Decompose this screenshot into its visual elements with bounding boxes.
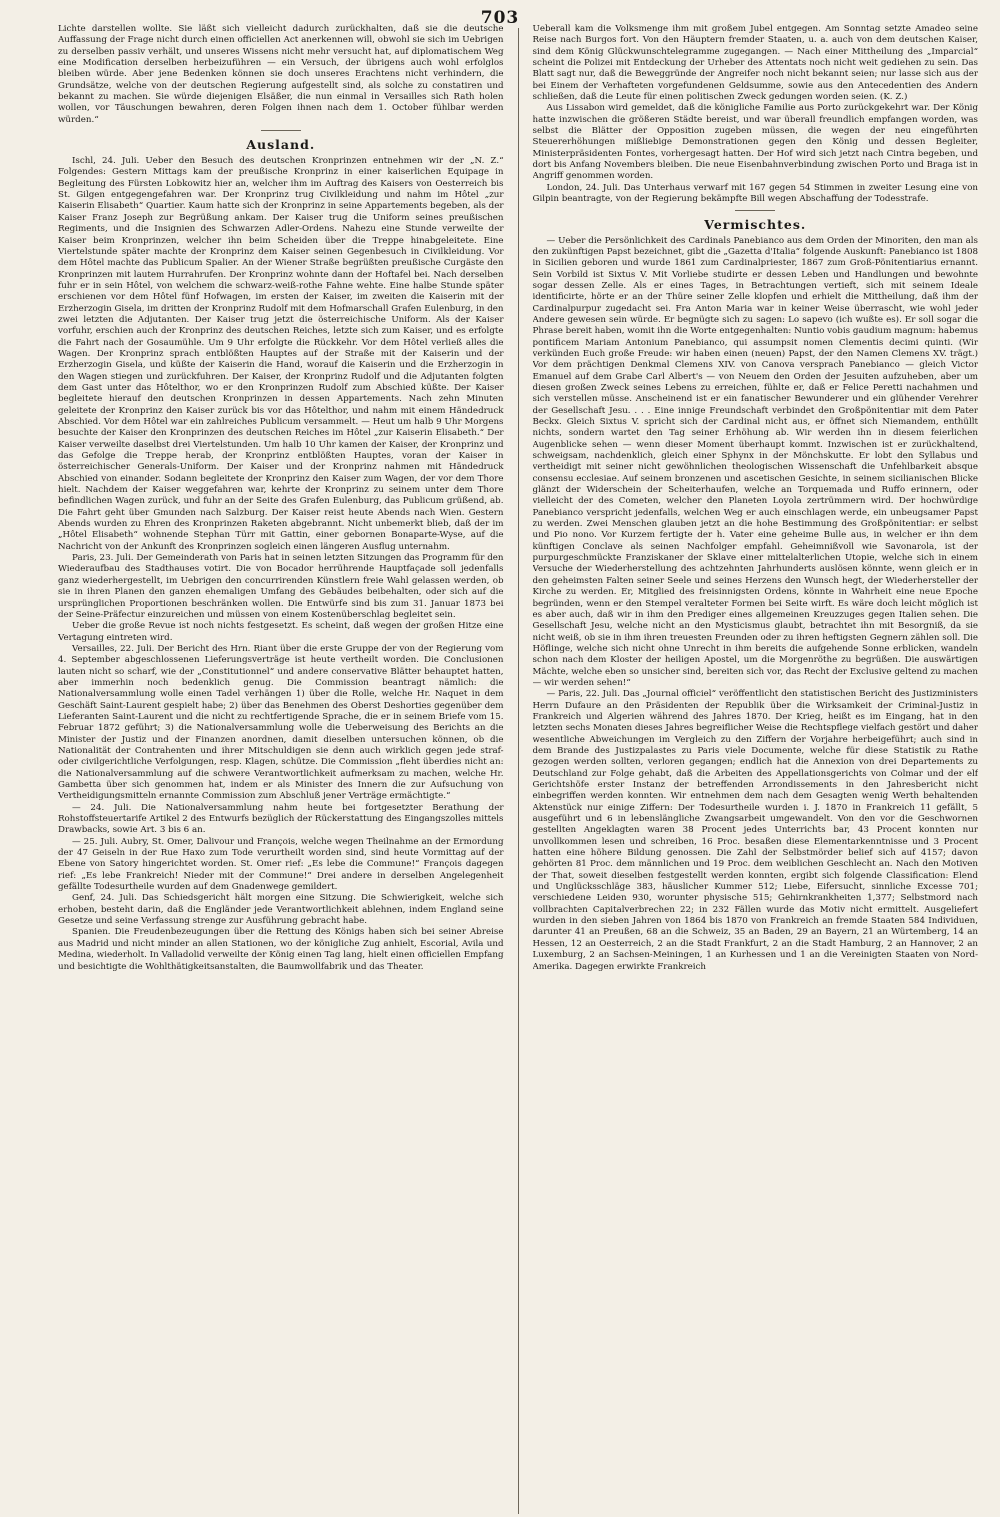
article-paragraph: London, 24. Juli. Das Unterhaus verwarf mit 167 gegen 54 Stimmen in zweiter Lesung eine von Gilpin beantragte, von der Regierung bekämpfte Bill wegen Abschaffung der Todesstrafe. (532, 182, 979, 205)
text-columns (58, 24, 978, 1514)
column-divider (518, 28, 519, 1514)
article-paragraph: — 24. Juli. Die Nationalversammlung nahm heute bei fortgesetzter Berathung der Rohstoffsteuertarife Artikel 2 des Entwurfs bezüglich der Rückerstattung des Eingangszolles mittels Drawbacks, sowie Art. 3 bis 6 an. (58, 802, 504, 836)
article-paragraph: Lichte darstellen wollte. Sie läßt sich vielleicht dadurch zurückhalten, daß sie die deutsche Auffassung der Frage nicht durch einen officiellen Act anerkennen will, obwohl sie sich im Uebrigen zu derselben passiv verhält, und unseres Wissens nicht mehr versucht hat, auf diplomatischem Weg eine Modification derselben herbeizuführen — ein Versuch, der übrigens auch wohl erfolglos bleiben würde. Aber jene Bedenken können sie doch unseres Erachtens nicht verhindern, die Grundsätze, welche von der deutschen Regierung aufgestellt sind, als solche zu constatiren und bekannt zu machen. Sie würde diejenigen Elsäßer, die nun einmal in Versailles sich Rath holen wollen, vor Täuschungen bewahren, deren Folgen ihnen nach dem 1. October fühlbar werden würden.“ (58, 24, 504, 125)
article-paragraph: Ueberall kam die Volksmenge ihm mit großem Jubel entgegen. Am Sonntag setzte Amadeo seine Reise nach Burgos fort. Von den Häuptern fremder Staaten, u. a. auch von dem deutschen Kaiser, sind dem König Glückwunschtelegramme zugegangen. — Nach einer Mittheilung des „Imparcial“ scheint die Polizei mit Entdeckung der Urheber des Attentats noch nicht weit gediehen zu sein. Das Blatt sagt nur, daß die Beweggründe der Angreifer noch nicht bekannt seien; nur lasse sich aus der bei Einem der Verhafteten vorgefundenen Geldsumme, sowie aus den Antecedentien des Andern schließen, daß die Leute für einen politischen Zweck gedungen worden seien. (K. Z.) (532, 24, 979, 103)
article-paragraph: Ischl, 24. Juli. Ueber den Besuch des deutschen Kronprinzen entnehmen wir der „N. Z.“ Folgendes: Gestern Mittags kam der preußische Kronprinz in einer kaiserlichen Equipage in Begleitung des Fürsten Lobkowitz hier an, welcher ihm im Auftrag des Kaisers von Oesterreich bis St. Gilgen entgegengefahren war. Der Kronprinz trug Civilkleidung und nahm im Hôtel „zur Kaiserin Elisabeth“ Quartier. Kaum hatte sich der Kronprinz in seine Appartements begeben, als der Kaiser Franz Joseph zur Begrüßung ankam. Der Kaiser trug die Uniform seines preußischen Regiments, und die Insignien des Schwarzen Adler-Ordens. Nahezu eine Stunde verweilte der Kaiser beim Kronprinzen, welcher ihn beim Scheiden über die Treppe hinabgeleitete. Eine Viertelstunde später machte der Kronprinz dem Kaiser seinen Gegenbesuch in Civilkleidung. Vor dem Hôtel machte das Publicum Spalier. An der Wiener Straße begrüßten preußische Curgäste den Kronprinzen mit lautem Hurrahrufen. Der Kronprinz wohnte dann der Hoftafel bei. Nach derselben fuhr er in sein Hôtel, von welchem die schwarz-weiß-rothe Fahne wehte. Eine halbe Stunde später erschienen vor dem Hôtel fünf Hofwagen, im ersten der Kaiser, im zweiten die Kaiserin mit der Erzherzogin Gisela, im dritten der Kronprinz Rudolf mit dem Hofmarschall Grafen Eulenburg, in den zwei letzten die Adjutanten. Der Kaiser trug jetzt die österreichische Uniform. Als der Kaiser vorfuhr, erschien auch der Kronprinz des deutschen Reiches, letzte sich zum Kaiser, und es erfolgte die Fahrt nach der Gosaumühle. Um 9 Uhr erfolgte die Rückkehr. Vor dem Hôtel verließ alles die Wagen. Der Kronprinz sprach entblößten Hauptes auf der Straße mit der Kaiserin und der Erzherzogin Gisela, und küßte der Kaiserin die Hand, worauf die Kaiserin und die Erzherzogin in den Wagen stiegen und zurückfuhren. Der Kaiser, der Kronprinz Rudolf und die Adjutanten folgten dem Gast unter das Hôtelthor, wo er den Kronprinzen Rudolf zum Abschied küßte. Der Kaiser begleitete hierauf den deutschen Kronprinzen in dessen Appartements. Nach zehn Minuten geleitete der Kronprinz den Kaiser zurück bis vor das Hôtelthor, und nahm mit einem Händedruck Abschied. Vor dem Hôtel war ein zahlreiches Publicum versammelt. — Heut um halb 9 Uhr Morgens besuchte der Kaiser den Kronprinzen des deutschen Reiches im Hôtel „zur Kaiserin Elisabeth.“ Der Kaiser verweilte daselbst drei Viertelstunden. Um halb 10 Uhr kamen der Kaiser, der Kronprinz und das Gefolge die Treppe herab, der Kronprinz entblößten Hauptes, voran der Kaiser in österreichischer Generals-Uniform. Der Kaiser und der Kronprinz nahmen mit Händedruck Abschied von einander. Sodann begleitete der Kronprinz den Kaiser zum Wagen, der vor dem Thore hielt. Nachdem der Kaiser weggefahren war, kehrte der Kronprinz zu seinem unter dem Thore befindlichen Wagen zurück, und fuhr an der Seite des Grafen Eulenburg, das Publicum grüßend, ab. Die Fahrt geht über Gmunden nach Salzburg. Der Kaiser reist heute Abends nach Wien. Gestern Abends wurden zu Ehren des Kronprinzen Raketen abgebrannt. Nicht unbemerkt blieb, daß der im „Hôtel Elisabeth“ wohnende Stephan Türr mit Gattin, einer gebornen Bonaparte-Wyse, auf die Nachricht von der Ankunft des Kronprinzen sogleich einen längeren Ausflug unternahm. (58, 156, 504, 552)
section-heading: Vermischtes. (704, 216, 807, 232)
heading-rule (261, 130, 301, 131)
page-number: 703 (480, 8, 520, 28)
article-paragraph: — 25. Juli. Aubry, St. Omer, Dalivour und François, welche wegen Theilnahme an der Ermordung der 47 Geiseln in der Rue Haxo zum Tode verurtheilt worden sind, sind heute Vormittag auf der Ebene von Satory hingerichtet worden. St. Omer rief: „Es lebe die Commune!“ François dagegen rief: „Es lebe Frankreich! Nieder mit der Commune!“ Drei andere in derselben Angelegenheit gefällte Todesurtheile wurden auf dem Gnadenwege gemildert. (58, 836, 504, 893)
article-paragraph: Genf, 24. Juli. Das Schiedsgericht hält morgen eine Sitzung. Die Schwierigkeit, welche sich erhoben, besteht darin, daß die Engländer jede Verantwortlichkeit ablehnen, indem England seine Gesetze und seine Verfassung strenge zur Ausführung gebracht habe. (58, 893, 504, 927)
article-paragraph: Aus Lissabon wird gemeldet, daß die königliche Familie aus Porto zurückgekehrt war. Der König hatte inzwischen die größeren Städte bereist, und war überall freundlich empfangen worden, was selbst die Blätter der Opposition zugeben müssen, die wegen der neu eingeführten Steuererhöhungen mißliebige Demonstrationen gegen den König und dessen Begleiter, Ministerpräsidenten Fontes, vorhergesagt hatten. Der Hof wird sich jetzt nach Cintra begeben, und dort bis Anfang Novembers bleiben. Die neue Eisenbahnverbindung zwischen Porto und Braga ist in Angriff genommen worden. (532, 103, 979, 182)
heading-rule (735, 210, 775, 211)
article-paragraph: Versailles, 22. Juli. Der Bericht des Hrn. Riant über die erste Gruppe der von der Regierung vom 4. September abgeschlossenen Lieferungsverträge ist heute vertheilt worden. Die Conclusionen lauten nicht so scharf, wie der „Constitutionnel“ und andere conservative Blätter behauptet hatten, aber immerhin noch bedenklich genug. Die Commission beantragt nämlich: die Nationalversammlung wolle einen Tadel verhängen 1) über die Rolle, welche Hr. Naquet in dem Geschäft Saint-Laurent gespielt habe; 2) über das Benehmen des Oberst Deshorties gegenüber dem Lieferanten Saint-Laurent und die nicht zu rechtfertigende Sprache, die er in seinem Briefe vom 15. Februar 1872 geführt; 3) die Nationalversammlung wolle die Ueberweisung des Berichts an die Minister der Justiz und der Finanzen anordnen, damit dieselben untersuchen können, ob die Nationalität der Contrahenten und ihrer Mitschuldigen sie denn auch wirklich gegen jede straf- oder civilgerichtliche Verfolgungen, resp. Klagen, schütze. Die Commission „fleht überdies nicht an: die Nationalversammlung auf die schwere Verantwortlichkeit aufmerksam zu machen, welche Hr. Gambetta über sich genommen hat, indem er als Minister des Innern die zur Aufsuchung von Vertheidigungsmitteln ernannte Commission zum Abschluß jener Verträge ermächtigte.“ (58, 643, 504, 802)
article-paragraph: — Ueber die Persönlichkeit des Cardinals Panebianco aus dem Orden der Minoriten, den man als den zukünftigen Papst bezeichnet, gibt die „Gazetta d'Italia“ folgende Auskunft: Panebianco ist 1808 in Sicilien geboren und wurde 1861 zum Cardinalpriester, 1867 zum Groß-Pönitentiarius ernannt. Sein Vorbild ist Sixtus V. Mit Vorliebe studirte er dessen Leben und Handlungen und bewohnte sogar dessen Zelle. Als er eines Tages, in Betrachtungen vertieft, sich mit seinem Ideale identificirte, hörte er an der Thüre seiner Zelle klopfen und erhielt die Mittheilung, daß ihm der Cardinalpurpur zugedacht sei. Fra Anton Maria war in keiner Weise überrascht, wie wohl jeder Andere gewesen sein würde. Er begnügte sich zu sagen: Lo sapevo (ich wußte es). Er soll sogar die Phrase bereit haben, womit ihn die Worte entgegenhalten: Nuntio vobis gaudium magnum: habemus pontificem Mariam Antonium Panebianco, qui assumpsit nomen Clementis decimi quinti. (Wir verkünden Euch große Freude: wir haben einen (neuen) Papst, der den Namen Clemens XV. trägt.) Vor dem prächtigen Denkmal Clemens XIV. von Canova versprach Panebianco — gleich Victor Emanuel auf dem Grabe Carl Albert's — von Neuem den Orden der Jesuiten aufzuheben, aber um diesen großen Zweck seines Lebens zu erreichen, fühlte er, daß er Felice Peretti nachahmen und sich verstellen müsse. Anscheinend ist er ein fanatischer Bewunderer und ein glühender Verehrer der Gesellschaft Jesu. . . . Eine innige Freundschaft verbindet den Großpönitentiar mit dem Pater Beckx. Gleich Sixtus V. spricht sich der Cardinal nicht aus, er öffnet sich Niemandem, enthüllt nichts, sondern wartet den Tag seiner Erhöhung ab. Wir werden ihn in diesem feierlichen Augenblicke sehen — wenn dieser Moment überhaupt kommt. Inzwischen ist er zurückhaltend, schweigsam, nachdenklich, gleich einer Sphynx in der Mönchskutte. Er lobt den Syllabus und vertheidigt mit seiner nicht gewöhnlichen theologischen Wissenschaft die Unfehlbarkeit absque consensu ecclesiae. Auf seinem bronzenen und ascetischen Gesichte, in seinem sicilianischen Blicke glänzt der Widerschein der Scheiterhaufen, welche an Torquemada und Ruffo erinnern, oder vielleicht der des Cometen, welcher den Planeten Loyola zertrümmern wird. Der hochwürdige Panebianco verspricht jedenfalls, welchen Weg er auch einschlagen werde, ein unbeugsamer Papst zu werden. Zwei Menschen glauben jetzt an die hohe Bestimmung des Großpönitentiar: er selbst und Pio nono. Vor Kurzem fertigte der h. Vater eine geheime Bulle aus, in welcher er ihn dem künftigen Conclave als seinen Nachfolger empfahl. Geheimnißvoll wie Savonarola, ist der purpurgeschmückte Franziskaner der Sklave einer mittelalterlichen Utopie, welche sich in einem Versuche der Wiederherstellung des achtzehnten Jahrhunderts auslösen könnte, wenn gleich er in den geheimsten Falten seiner Seele und seines Herzens den Wunsch hegt, der Wiederhersteller der Kirche zu werden. Er, Mitglied des freisinnigsten Ordens, könnte in Wahrheit eine neue Epoche begründen, wenn er den Stempel veralteter Formen bei Seite wirft. Es wäre doch leicht möglich ist es aber auch, daß wir in ihm den Prediger eines allgemeinen Kreuzzuges gegen Italien sehen. Die Gesellschaft Jesu, welche nicht an den Mysticismus glaubt, betrachtet ihn mit Besorgniß, da sie nicht weiß, ob sie in ihm ihren treuesten Freunden oder zu ihren heftigsten Gegnern zählen soll. Die Höflinge, welche sich nicht ohne Unrecht in ihm bereits die aufgehende Sonne erblicken, wandeln schon nach dem Kloster der heiligen Apostel, um die Morgenröthe zu begrüßen. Die auswärtigen Mächte, welche eben so unsicher sind, bereiten sich vor, das Recht der Exclusive geltend zu machen — wir werden sehen!“ (532, 235, 979, 688)
section-heading: Ausland. (246, 137, 316, 153)
right-column (533, 24, 979, 1514)
article-paragraph: Ueber die große Revue ist noch nichts festgesetzt. Es scheint, daß wegen der großen Hitze eine Vertagung eintreten wird. (58, 621, 504, 643)
left-column (58, 24, 504, 1514)
article-paragraph: — Paris, 22. Juli. Das „Journal officiel“ veröffentlicht den statistischen Bericht des Justizministers Herrn Dufaure an den Präsidenten der Republik über die Wirksamkeit der Criminal-Justiz in Frankreich und Algerien während des Jahres 1870. Der Krieg, heißt es im Eingang, hat in den letzten sechs Monaten dieses Jahres begreiflicher Weise die Rechtspflege vielfach gestört und daher wesentliche Abweichungen im Vergleich zu den Ziffern der Vorjahre herbeigeführt; auch sind in dem Brande des Justizpalastes zu Paris viele Documente, welche für diese Statistik zu Rathe gezogen werden sollten, verloren gegangen; endlich hat die Annexion von drei Departements zu Deutschland zur Folge gehabt, daß die Arbeiten des Appellationsgerichts von Colmar und der elf Gerichtshöfe erster Instanz der betreffenden Arrondissements in den Jahresbericht nicht einbegriffen werden konnten. Wir entnehmen dem nach dem Gesagten wenig Werth behaltenden Aktenstück nur einige Ziffern: Der Todesurtheile wurden i. J. 1870 in Frankreich 11 gefällt, 5 ausgeführt und 6 in lebenslängliche Zwangsarbeit umgewandelt. Von den vor die Geschwornen gestellten Angeklagten waren 38 Procent jedes Unterrichts bar, 43 Procent konnten nur unvollkommen lesen und schreiben, 16 Proc. besaßen diese Elementarkenntnisse und 3 Procent hatten eine höhere Bildung genossen. Die Zahl der Selbstmörder belief sich auf 4157; davon gehörten 81 Proc. dem männlichen und 19 Proc. dem weiblichen Geschlecht an. Nach den Motiven der That, soweit dieselben festgestellt werden konnten, ergibt sich folgende Classification: Elend und Unglücksschläge 383, häuslicher Kummer 512; Liebe, Eifersucht, sinnliche Excesse 701; verschiedene Leiden 930, worunter physische 515; Gehirnkrankheiten 1,377; Selbstmord nach vollbrachten Capitalverbrechen 22; in 232 Fällen wurde das Motiv nicht ermittelt. Ausgeliefert wurden in den sieben Jahren von 1864 bis 1870 von Frankreich an fremde Staaten 584 Individuen, darunter 41 an Preußen, 68 an die Schweiz, 35 an Baden, 29 an Bayern, 21 an Würtemberg, 14 an Hessen, 12 an Oesterreich, 2 an die Stadt Frankfurt, 2 an die Stadt Hamburg, 2 an Hannover, 2 an Luxemburg, 2 an Sachsen-Meiningen, 1 an Kurhessen und 1 an die Vereinigten Staaten von Nord-Amerika. Dagegen erwirkte Frankreich (532, 689, 979, 972)
article-paragraph: Spanien. Die Freudenbezeugungen über die Rettung des Königs haben sich bei seiner Abreise aus Madrid und nicht minder an allen Stationen, wo der königliche Zug anhielt, Escorial, Avila und Medina, wiederholt. In Valladolid verweilte der König einen Tag lang, hielt einen officiellen Empfang und besichtigte die Wohlthätigkeitsanstalten, die Baumwollfabrik und das Theater. (58, 927, 504, 972)
article-paragraph: Paris, 23. Juli. Der Gemeinderath von Paris hat in seinen letzten Sitzungen das Programm für den Wiederaufbau des Stadthauses votirt. Die von Bocador herrührende Hauptfaçade soll jedenfalls ganz wiederhergestellt, im Uebrigen den concurrirenden Künstlern freie Wahl gelassen werden, ob sie in ihren Planen den ganzen ehemaligen Umfang des Gebäudes beibehalten, oder sich auf die ursprünglichen Proportionen beschränken wollen. Die Entwürfe sind bis zum 31. Januar 1873 bei der Seine-Präfectur einzureichen und müssen von einem Kostenüberschlag begleitet sein. (58, 553, 504, 620)
